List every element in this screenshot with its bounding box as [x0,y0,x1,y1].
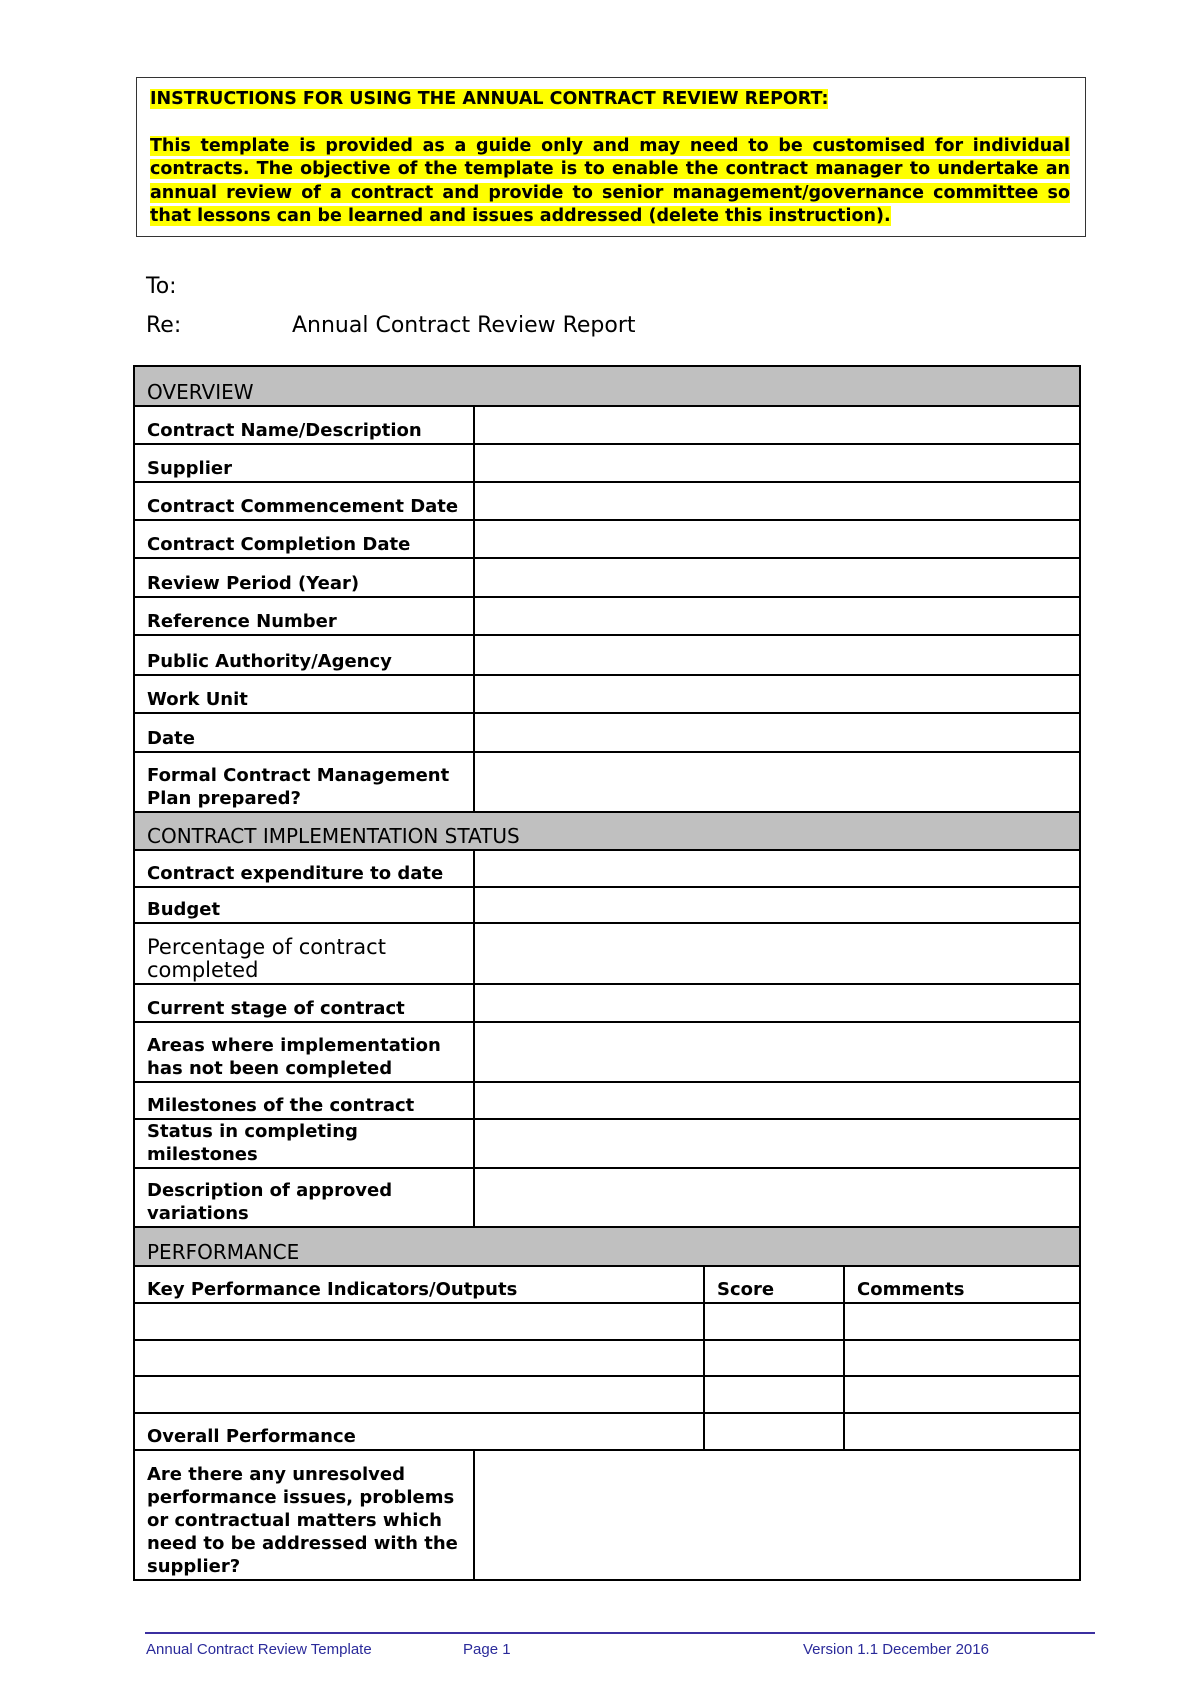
kpi-cell[interactable] [134,1340,704,1376]
contract-name-field[interactable] [474,406,1080,444]
footer-divider [145,1632,1095,1634]
to-line [146,274,292,299]
table-row [134,597,1080,635]
table-header-row [134,1266,1080,1303]
unresolved-issues-label: Are there any unresolved performance issues, problems or contractual matters which need to be addressed with the supplier? [134,1450,474,1580]
comments-cell[interactable] [844,1303,1080,1340]
milestone-status-field[interactable] [474,1119,1080,1168]
kpi-cell[interactable] [134,1303,704,1340]
table-row [134,1303,1080,1340]
field-label: Milestones of the contract [134,1082,474,1119]
column-header-comments: Comments [844,1266,1080,1303]
overview-heading: OVERVIEW [134,366,1080,406]
field-label: Formal Contract Management Plan prepared? [134,752,474,812]
incomplete-areas-field[interactable] [474,1022,1080,1082]
field-label: Contract Completion Date [134,520,474,558]
implementation-heading: CONTRACT IMPLEMENTATION STATUS [134,812,1080,850]
table-row [134,675,1080,713]
field-label: Public Authority/Agency [134,635,474,675]
field-label: Reference Number [134,597,474,635]
table-row [134,713,1080,752]
percentage-completed-field[interactable] [474,923,1080,984]
field-label: Description of approved variations [134,1168,474,1227]
field-label: Contract expenditure to date [134,850,474,887]
performance-heading: PERFORMANCE [134,1227,1080,1266]
reference-number-field[interactable] [474,597,1080,635]
score-cell[interactable] [704,1303,844,1340]
table-row [134,1082,1080,1119]
score-cell[interactable] [704,1340,844,1376]
re-value: Annual Contract Review Report [292,313,636,338]
expenditure-field[interactable] [474,850,1080,887]
overall-performance-label: Overall Performance [134,1413,704,1450]
table-row [134,850,1080,887]
table-row [134,752,1080,812]
field-label: Contract Name/Description [134,406,474,444]
comments-cell[interactable] [844,1340,1080,1376]
table-row [134,406,1080,444]
re-label: Re: [146,313,182,338]
table-row [134,1450,1080,1580]
footer-version: Version 1.1 December 2016 [803,1641,989,1658]
field-label: Date [134,713,474,752]
instructions-body: This template is provided as a guide only and may need to be customised for individual contracts. The objective of the template is to enable the contract manager to undertake an annual review of a contract and provide to senior management/governance committee so that lessons can be learned and issues addressed (delete this instruction). [150,135,1070,226]
table-row [134,1376,1080,1413]
date-field[interactable] [474,713,1080,752]
table-row [134,923,1080,984]
work-unit-field[interactable] [474,675,1080,713]
footer-page-number: Page 1 [463,1641,511,1658]
budget-field[interactable] [474,887,1080,923]
field-label: Review Period (Year) [134,558,474,597]
instructions-box [136,77,1086,237]
score-cell[interactable] [704,1376,844,1413]
table-row [134,635,1080,675]
comments-cell[interactable] [844,1376,1080,1413]
agency-field[interactable] [474,635,1080,675]
field-label: Percentage of contract completed [134,923,474,984]
current-stage-field[interactable] [474,984,1080,1022]
commencement-date-field[interactable] [474,482,1080,520]
to-label: To: [146,274,177,299]
milestones-field[interactable] [474,1082,1080,1119]
footer-doc-name: Annual Contract Review Template [146,1641,372,1658]
table-row [134,520,1080,558]
column-header-kpi: Key Performance Indicators/Outputs [134,1266,704,1303]
table-row [134,1119,1080,1168]
section-header-performance [134,1227,1080,1266]
review-form-table [133,365,1081,1581]
field-label: Current stage of contract [134,984,474,1022]
table-row [134,482,1080,520]
overall-comments-cell[interactable] [844,1413,1080,1450]
section-header-overview [134,366,1080,406]
section-header-implementation [134,812,1080,850]
unresolved-issues-field[interactable] [474,1450,1080,1580]
review-period-field[interactable] [474,558,1080,597]
field-label: Supplier [134,444,474,482]
field-label: Contract Commencement Date [134,482,474,520]
field-label: Budget [134,887,474,923]
table-row [134,1340,1080,1376]
table-row [134,1022,1080,1082]
supplier-field[interactable] [474,444,1080,482]
column-header-score: Score [704,1266,844,1303]
table-row [134,887,1080,923]
table-row [134,984,1080,1022]
table-row [134,1168,1080,1227]
management-plan-field[interactable] [474,752,1080,812]
field-label: Areas where implementation has not been completed [134,1022,474,1082]
field-label: Status in completing milestones [134,1119,474,1168]
table-row [134,1413,1080,1450]
table-row [134,444,1080,482]
variations-field[interactable] [474,1168,1080,1227]
instructions-title: INSTRUCTIONS FOR USING THE ANNUAL CONTRACT REVIEW REPORT: [150,89,829,109]
table-row [134,558,1080,597]
field-label: Work Unit [134,675,474,713]
kpi-cell[interactable] [134,1376,704,1413]
completion-date-field[interactable] [474,520,1080,558]
overall-score-cell[interactable] [704,1413,844,1450]
re-line [146,313,636,338]
